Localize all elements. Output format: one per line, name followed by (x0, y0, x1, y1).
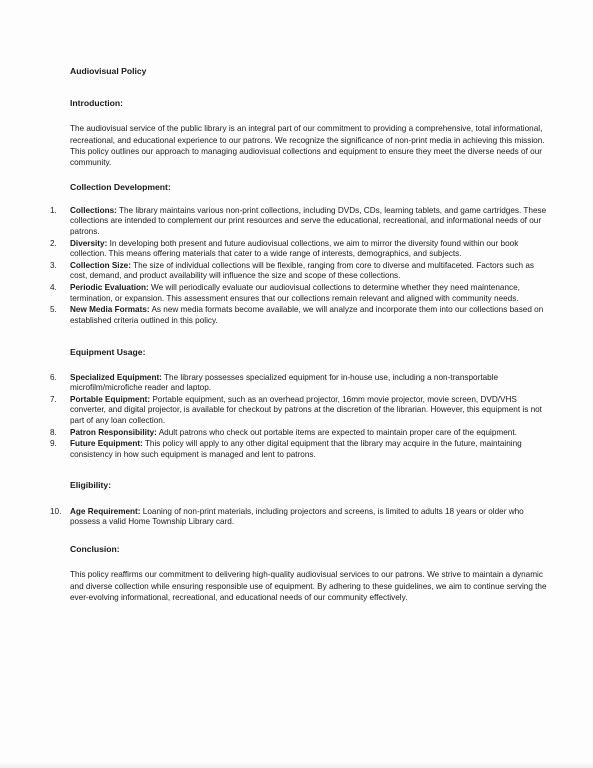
list-item (50, 305, 553, 326)
list-item-number: 8. (50, 427, 57, 437)
list-item-label: Age Requirement: (70, 506, 141, 516)
collection-development-list (50, 205, 553, 327)
list-item (50, 260, 553, 282)
list-item-label: Future Equipment: (70, 439, 143, 449)
list-item-number: 3. (50, 260, 57, 270)
list-item-label: Collections: (70, 205, 117, 215)
list-item-label: New Media Formats: (70, 305, 150, 315)
scan-edge-shadow (0, 762, 593, 768)
list-item-text: This policy will apply to any other digital equipment that the library may acquire in the future, maintaining consistency in how such equipment is managed and lent to patrons. (70, 439, 522, 459)
list-item (50, 427, 553, 439)
list-item-label: Specialized Equipment: (70, 372, 162, 382)
list-item (50, 282, 553, 304)
list-item-text: The size of individual collections will be flexible, ranging from core to diverse and multifaceted. Factors such as cost, demand, and product availability will influence the size and scope of these collections. (70, 260, 535, 281)
list-item-label: Patron Responsibility: (70, 427, 157, 437)
list-item-label: Diversity: (70, 238, 108, 248)
list-item-text: Portable equipment, such as an overhead projector, 16mm movie projector, movie screen, DVD/VHS converter, and digital projector, is available for checkout by patrons at the discretion of the librarian. However, this equipment is not part of any loan collection. (70, 394, 542, 426)
list-item-label: Periodic Evaluation: (70, 282, 149, 292)
introduction-heading: Introduction: (70, 98, 123, 108)
collection-development-heading: Collection Development: (70, 181, 171, 192)
list-item-number: 5. (50, 305, 57, 315)
list-item-number: 6. (50, 372, 57, 382)
list-item-number: 4. (50, 282, 57, 292)
equipment-usage-heading: Equipment Usage: (70, 347, 146, 358)
list-item-text: In developing both present and future audiovisual collections, we aim to mirror the diversity found within our book collection. This means offering materials that cater to a wide range of interests, demographics, and subjects. (70, 238, 519, 259)
list-item-number: 7. (50, 394, 57, 404)
eligibility-heading: Eligibility: (70, 480, 112, 491)
introduction-paragraph: The audiovisual service of the public library is an integral part of our commitment to providing a comprehensive, total informational, recreational, and educational experience to our patrons. We recognize the significance of non-print media in achieving this mission. This policy outlines our approach to managing audiovisual collections and equipment to ensure they meet the diverse needs of our community. (70, 124, 545, 168)
list-item-number: 2. (50, 238, 57, 248)
list-item (50, 238, 553, 260)
list-item-text: The library possesses specialized equipment for in-house use, including a non-transportable microfilm/microfiche reader and laptop. (70, 372, 499, 393)
conclusion-heading: Conclusion: (70, 543, 120, 554)
conclusion-paragraph: This policy reaffirms our commitment to delivering high-quality audiovisual services to our patrons. We strive to maintain a dynamic and diverse collection while ensuring responsible use of equipment. By adhering to these guidelines, we aim to continue serving the ever-evolving informational, recreational, and educational needs of our community effectively. (70, 570, 547, 602)
list-item-text: Loaning of non-print materials, including projectors and screens, is limited to adults 18 years or older who possess a valid Home Township Library card. (70, 506, 524, 527)
list-item-label: Portable Equipment: (70, 394, 151, 404)
list-item (50, 372, 553, 394)
list-item-label: Collection Size: (70, 260, 131, 270)
eligibility-list (50, 506, 553, 528)
list-item (50, 394, 553, 427)
list-item-number: 9. (50, 439, 57, 449)
equipment-usage-list (50, 372, 553, 461)
list-item-number: 1. (50, 205, 57, 215)
list-item (50, 205, 553, 238)
list-item-text: The library maintains various non-print collections, including DVDs, CDs, learning tablets, and game cartridges. These collections are intended to complement our print resources and serve the educational, recreational, and informational needs of our patrons. (70, 205, 547, 236)
list-item-number: 10. (50, 506, 62, 516)
list-item-text: We will periodically evaluate our audiovisual collections to determine whether they need maintenance, termination, or expansion. This assessment ensures that our collections remain relevant and aligned with community needs. (70, 282, 520, 303)
list-item-text: Adult patrons who check out portable items are expected to maintain proper care of the equipment. (156, 427, 517, 437)
document-title: Audiovisual Policy (70, 66, 147, 76)
list-item (50, 506, 553, 528)
list-item-text: As new media formats become available, we will analyze and incorporate them into our collections based on established criteria outlined in this policy. (70, 305, 544, 325)
list-item (50, 439, 553, 460)
